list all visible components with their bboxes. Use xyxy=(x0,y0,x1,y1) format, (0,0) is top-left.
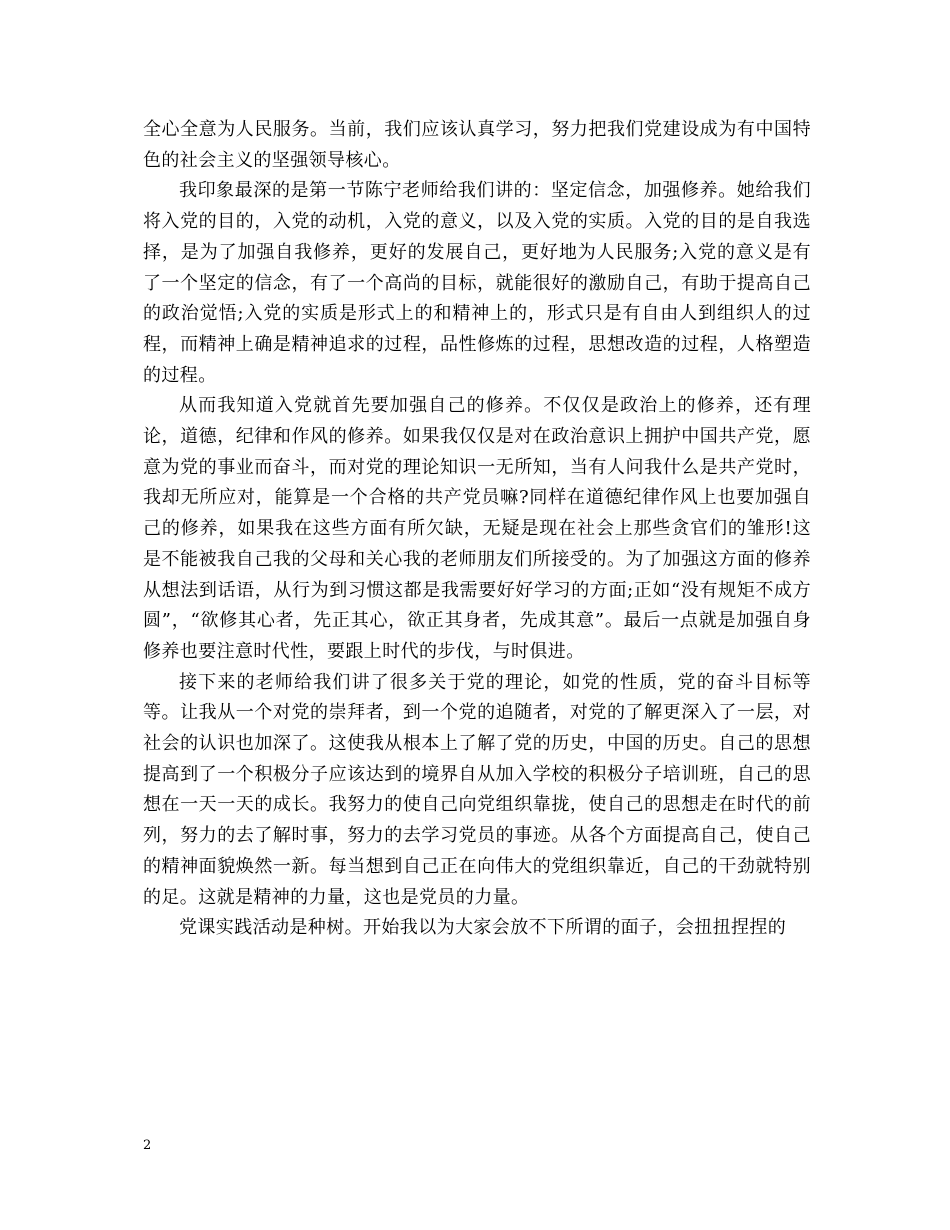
page-number: 2 xyxy=(143,1138,152,1153)
paragraph-5: 党课实践活动是种树。开始我以为大家会放不下所谓的面子，会扭扭捏捏的 xyxy=(179,917,787,939)
paragraph-1: 全心全意为人民服务。当前，我们应该认真学习，努力把我们党建设成为有中国特色的社会主义的坚强领导核心。 xyxy=(143,119,811,171)
paragraph-4: 接下来的老师给我们讲了很多关于党的理论，如党的性质，党的奋斗目标等等。让我从一个对党的崇拜者，到一个党的追随者，对党的了解更深入了一层，对社会的认识也加深了。这使我从根本上了解了党的历史，中国的历史。自己的思想提高到了一个积极分子应该达到的境界自从加入学校的积极分子培训班，自己的思想在一天一天的成长。我努力的使自己向党组织靠拢，使自己的思想走在时代的前列，努力的去了解时事，努力的去学习党员的事迹。从各个方面提高自己，使自己的精神面貌焕然一新。每当想到自己正在向伟大的党组织靠近，自己的干劲就特别的足。这就是精神的力量，这也是党员的力量。 xyxy=(143,671,811,908)
body-text xyxy=(143,115,811,944)
paragraph-3: 从而我知道入党就首先要加强自己的修养。不仅仅是政治上的修养，还有理论，道德，纪律和作风的修养。如果我仅仅是对在政治意识上拥护中国共产党，愿意为党的事业而奋斗，而对党的理论知识一无所知，当有人问我什么是共产党时，我却无所应对，能算是一个合格的共产党员嘛?同样在道德纪律作风上也要加强自己的修养，如果我在这些方面有所欠缺，无疑是现在社会上那些贪官们的雏形!这是不能被我自己我的父母和关心我的老师朋友们所接受的。为了加强这方面的修养从想法到话语，从行为到习惯这都是我需要好好学习的方面;正如“没有规矩不成方圆”，“欲修其心者，先正其心，欲正其身者，先成其意”。最后一点就是加强自身修养也要注意时代性，要跟上时代的步伐，与时俱进。 xyxy=(143,395,811,662)
paragraph-2: 我印象最深的是第一节陈宁老师给我们讲的：坚定信念，加强修养。她给我们将入党的目的，入党的动机，入党的意义，以及入党的实质。入党的目的是自我选择，是为了加强自我修养，更好的发展自己，更好地为人民服务;入党的意义是有了一个坚定的信念，有了一个高尚的目标，就能很好的激励自己，有助于提高自己的政治觉悟;入党的实质是形式上的和精神上的，形式只是有自由人到组织人的过程，而精神上确是精神追求的过程，品性修炼的过程，思想改造的过程，人格塑造的过程。 xyxy=(143,180,811,386)
